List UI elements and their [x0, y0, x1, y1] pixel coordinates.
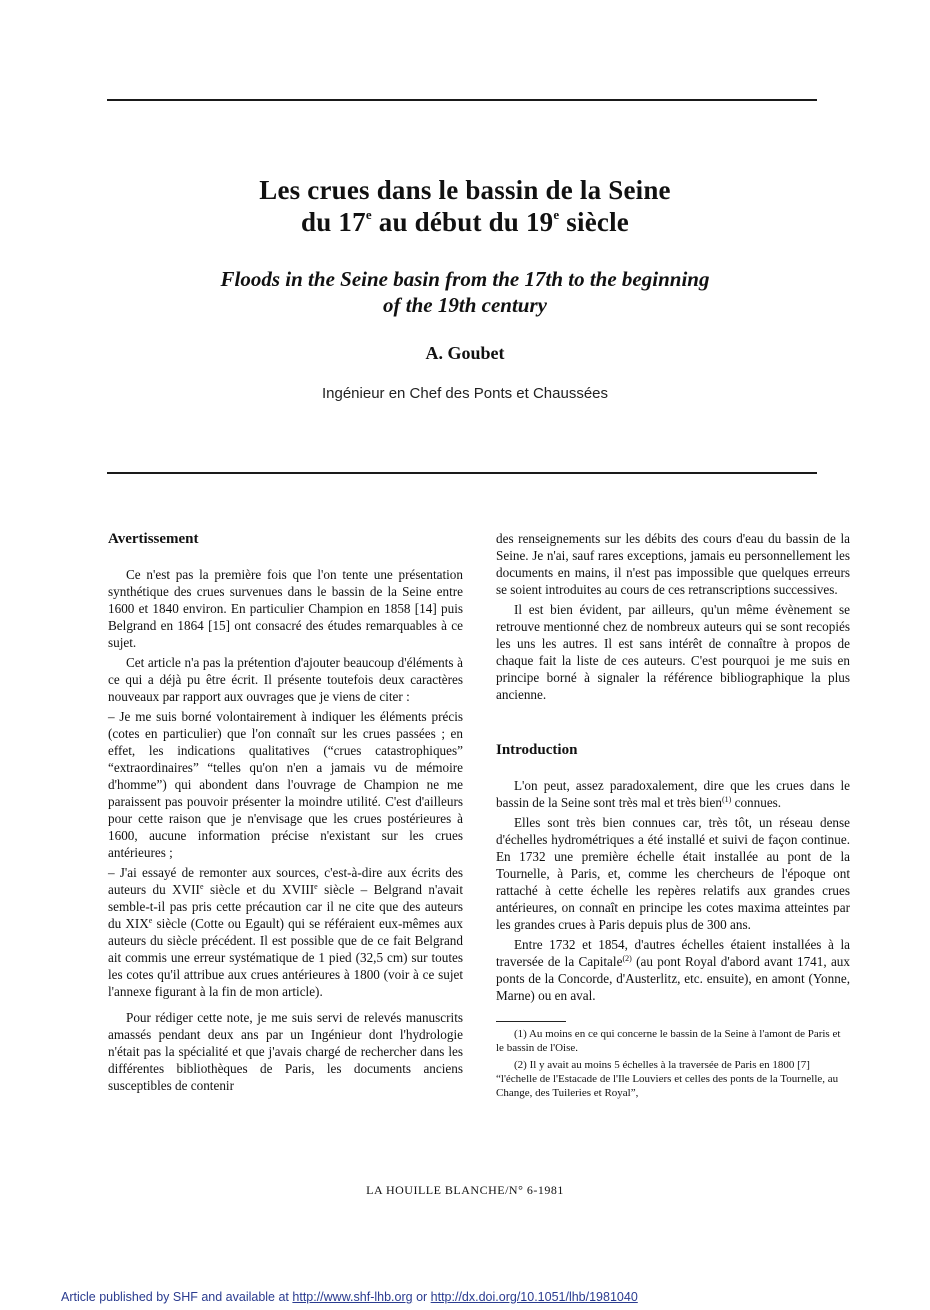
superscript: e: [148, 916, 153, 925]
publication-footer: [61, 1290, 921, 1304]
paragraph: Pour rédiger cette note, je me suis servi de relevés manuscrits amassés pendant deux ans par un Ingénieur dont l'hydrologie n'était pas la spécialité et que j'avais chargé de rechercher dans les différentes bibliothèques de Paris, les documents anciens susceptibles de contenir: [108, 1010, 463, 1093]
title-part: au début du 19: [371, 207, 554, 237]
author-affiliation: Ingénieur en Chef des Ponts et Chaussées: [321, 385, 609, 402]
title-line-1: Les crues dans le bassin de la Seine: [259, 175, 671, 205]
spacer: [496, 706, 850, 741]
paragraph: – Je me suis borné volontairement à indiquer les éléments précis (cotes en particulier) que l'on connaît sur les crues passées ; en effet, les indications qualitatives (“crues catastrophiques” “extraordinaires” “telles qu'on n'en a jamais vu de mémoire d'homme”) qui abondent dans l'ouvrage de Champion ne me paraissent pas pouvoir présenter la moindre utilité. C'est d'ailleurs pour cette raison que je n'envisage que les crues postérieures à 1600, aucune information précise n'existant sur les crues antérieures ;: [108, 709, 463, 860]
footnote-2: (2) Il y avait au moins 5 échelles à la traversée de Paris en 1800 [7] “l'échelle de l'Estacade de l'Ile Louviers et celles des ponts de la Tournelle, au Change, des Tuileries et Royal”,: [496, 1059, 839, 1099]
section-heading-avertissement: Avertissement: [108, 531, 199, 547]
title-part: siècle: [559, 207, 629, 237]
superscript: e: [199, 882, 204, 891]
footer-text: Article published by SHF and available at: [61, 1290, 293, 1304]
doi-link[interactable]: http://dx.doi.org/10.1051/lhb/1981040: [430, 1290, 638, 1304]
footnote-1: (1) Au moins en ce qui concerne le bassin de la Seine à l'amont de Paris et le bassin de l'Oise.: [496, 1028, 841, 1054]
paper-subtitle: [0, 266, 930, 318]
right-column: [496, 530, 850, 1103]
paragraph: des renseignements sur les débits des cours d'eau du bassin de la Seine. Je n'ai, sauf rares exceptions, jamais eu personnellement les documents en mains, il n'est pas impossible que quelques erreurs se soient introduites au cours de ces retranscriptions successives.: [496, 531, 850, 597]
footnote-ref: (1): [721, 795, 732, 804]
footer-text: or: [412, 1290, 431, 1304]
author-name: A. Goubet: [425, 343, 505, 363]
left-column: [108, 530, 463, 1097]
title-sup: e: [553, 207, 560, 222]
paragraph: Il est bien évident, par ailleurs, qu'un même évènement se retrouve mentionné chez de nombreux auteurs qui se sont recopiés les uns les autres. Il est sans intérêt de connaître à propos de chaque fait la liste de ces auteurs. C'est pourquoi je me suis en principe borné à signaler la référence bibliographique la plus ancienne.: [496, 602, 850, 702]
header-bottom-rule: [107, 472, 817, 474]
footnote-ref: (2): [622, 954, 632, 963]
superscript: e: [314, 882, 318, 891]
paragraph: [108, 864, 463, 1000]
subtitle-line-1: Floods in the Seine basin from the 17th to the beginning: [220, 267, 710, 291]
paragraph: Elles sont très bien connues car, très tôt, un réseau dense d'échelles hydrométriques a été installé et suivi de façon continue. En 1732 une première échelle était installée au pont de la Tournelle, à Paris, et, comme les chercheurs de l'époque ont rattaché à cette échelle les repères relatifs aux grandes crues antérieures, on connaît en principe les cotes maxima atteintes par les grandes crues à Paris depuis plus de 300 ans.: [496, 815, 850, 932]
paper-title: [0, 174, 930, 238]
text-run: siècle – Belgrand n'avait semble-t-il pas pris cette précaution car il ne cite que des auteurs du XIX: [108, 882, 463, 931]
subtitle-line-2: of the 19th century: [383, 293, 547, 317]
text-run: – J'ai essayé de remonter aux sources, c'est-à-dire aux écrits des auteurs du XVII: [108, 865, 463, 897]
top-rule: [107, 99, 817, 101]
title-line-2: [0, 206, 930, 238]
paragraph: [496, 936, 850, 1004]
paragraph: Ce n'est pas la première fois que l'on tente une présentation synthétique des crues survenues dans le bassin de la Seine entre 1600 et 1840 environ. En particulier Champion en 1858 [14] puis Belgrand en 1864 [15] ont consacré des études remarquables à ce sujet.: [108, 567, 463, 650]
title-sup: e: [365, 207, 372, 222]
journal-reference: LA HOUILLE BLANCHE/N° 6-1981: [366, 1183, 564, 1197]
text-run: siècle (Cotte ou Egault) qui se référaient eux-mêmes aux auteurs du siècle précédent. Il est possible que de ce fait Belgrand ait commis une erreur systématique de 1 pied (32,5 cm) sur toutes les cotes qu'il attribue aux crues antérieures à 1800 (voir à ce sujet l'annexe figurant à la fin de mon article).: [108, 916, 463, 999]
title-part: du 17: [301, 207, 366, 237]
section-heading-introduction: Introduction: [496, 742, 578, 758]
text-run: L'on peut, assez paradoxalement, dire que les crues dans le bassin de la Seine sont très mal et très bien: [496, 778, 850, 810]
paragraph: [496, 777, 850, 811]
shf-link[interactable]: http://www.shf-lhb.org: [292, 1290, 413, 1304]
footnote-rule: [496, 1021, 566, 1022]
text-run: siècle et du XVIII: [203, 882, 315, 897]
text-run: (au pont Royal d'abord avant 1741, aux ponts de la Concorde, d'Austerlitz, etc. ensuite), en amont (Yonne, Marne) ou en aval.: [496, 954, 850, 1003]
paragraph: Cet article n'a pas la prétention d'ajouter beaucoup d'éléments à ce qui a déjà pu être écrit. Il présente toutefois deux caractères nouveaux par rapport aux ouvrages que je viens de citer :: [108, 655, 463, 704]
text-run: connues.: [731, 795, 782, 810]
text-run: Entre 1732 et 1854, d'autres échelles étaient installées à la traversée de la Capitale: [496, 937, 850, 969]
